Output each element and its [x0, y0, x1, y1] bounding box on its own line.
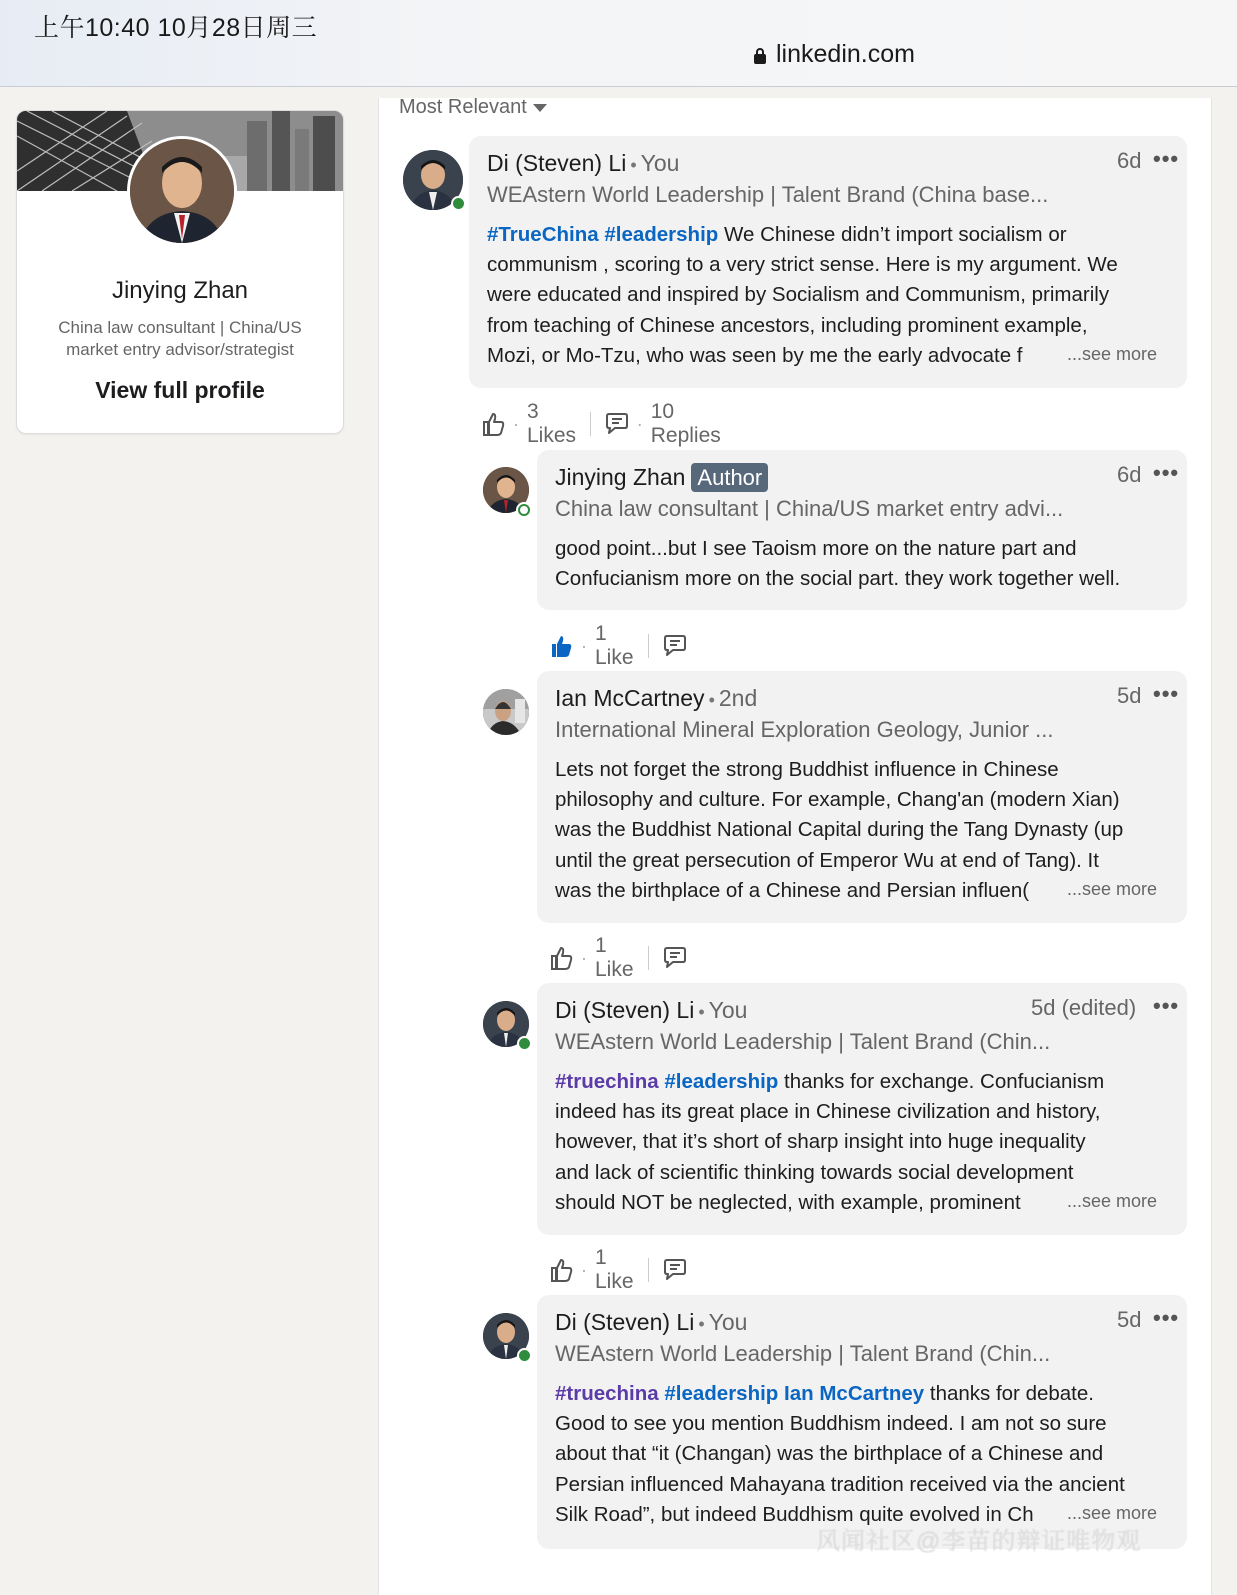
comment-time: 5d — [1117, 683, 1142, 708]
comment-text-line: Good to see you mention Buddhism indeed. I am not so sure — [555, 1412, 1107, 1436]
see-more-link[interactable]: ...see more — [1059, 1191, 1157, 1212]
comment-text-line: thanks for exchange. Confucianism — [778, 1070, 1105, 1093]
lock-icon — [754, 48, 766, 63]
comment-bubble — [537, 983, 1187, 1235]
profile-card — [16, 110, 344, 434]
url-text: linkedin.com — [776, 40, 915, 68]
like-icon[interactable] — [551, 946, 573, 970]
author-name[interactable]: Di (Steven) Li — [487, 150, 627, 176]
url-bar[interactable] — [754, 40, 915, 69]
comment-text-line: philosophy and culture. For example, Chang'an (modern Xian) — [555, 788, 1120, 812]
browser-top-bar — [0, 0, 1237, 87]
comment-text-line: and lack of scientific thinking towards social development — [555, 1160, 1074, 1184]
liked-icon[interactable] — [551, 634, 573, 658]
comment-bubble — [537, 671, 1187, 923]
sort-dropdown[interactable] — [399, 96, 547, 119]
likes-count[interactable]: 1 Like — [595, 622, 634, 669]
more-options-icon[interactable]: ••• — [1153, 460, 1180, 485]
hashtag-link[interactable]: #leadership — [664, 1382, 779, 1405]
status-time: 上午10:40 10月28日周三 — [34, 14, 318, 42]
comment-bubble — [469, 136, 1187, 388]
comment-actions: · 1 Like — [551, 1246, 687, 1294]
sort-label: Most Relevant — [399, 96, 527, 118]
comment-text-line: was the Buddhist National Capital during the Tang Dynasty (up — [555, 818, 1124, 842]
comment-text-line: about that “it (Changan) was the birthplace of a Chinese and — [555, 1442, 1104, 1466]
connection-degree: 2nd — [718, 685, 758, 711]
avatar[interactable] — [483, 689, 529, 735]
comment-bubble — [537, 450, 1187, 610]
reply-icon[interactable] — [605, 413, 629, 435]
comment-text-line: We Chinese didn’t import socialism or — [718, 223, 1067, 246]
comment-text-line: Mozi, or Mo-Tzu, who was seen by me the early advocate f — [487, 343, 1023, 367]
online-status-icon — [451, 196, 466, 211]
likes-count[interactable]: 1 Like — [595, 934, 634, 981]
comment-text-line: from teaching of Chinese ancestors, including prominent example, — [487, 313, 1088, 337]
see-more-link[interactable]: ...see more — [1059, 1503, 1157, 1524]
more-options-icon[interactable]: ••• — [1153, 681, 1180, 706]
comment-author[interactable]: Di (Steven) Li • You — [487, 150, 680, 176]
profile-name[interactable]: Jinying Zhan — [111, 277, 249, 304]
comment-text-line: until the great persecution of Emperor Wu at end of Tang). It — [555, 848, 1099, 872]
author-name[interactable]: Di (Steven) Li — [555, 997, 695, 1023]
author-badge: Author — [691, 463, 768, 492]
comment-text-line: good point...but I see Taoism more on the nature part and — [555, 537, 1077, 560]
reply-icon[interactable] — [663, 1259, 687, 1281]
comment-time: 6d — [1117, 148, 1142, 173]
comment-text-line: Persian influenced Mahayana tradition received via the ancient — [555, 1472, 1125, 1496]
online-status-icon — [518, 504, 530, 516]
more-options-icon[interactable]: ••• — [1153, 1305, 1180, 1330]
connection-degree: You — [708, 1309, 748, 1335]
online-status-icon — [517, 1348, 532, 1363]
comment-time: 5d — [1117, 1307, 1142, 1332]
comment-author[interactable]: Ian McCartney • 2nd — [555, 685, 758, 711]
comment-text-line: was the birthplace of a Chinese and Persian influen( — [555, 878, 1030, 902]
profile-headline: China law consultant | China/US market entry advisor/strategist — [58, 318, 302, 359]
comment-text-line: Silk Road”, but indeed Buddhism quite evolved in Ch — [555, 1502, 1034, 1526]
comment-text-line: were educated and inspired by Socialism and Communism, primarily — [487, 283, 1110, 307]
comment-time: 5d (edited) — [1031, 995, 1137, 1020]
author-name[interactable]: Ian McCartney — [555, 685, 705, 711]
comment-bubble — [537, 1295, 1187, 1549]
author-headline: WEAstern World Leadership | Talent Brand (Chin... — [555, 1341, 1051, 1366]
caret-down-icon — [533, 104, 547, 112]
hashtag-link[interactable]: #truechina — [555, 1382, 659, 1405]
likes-count[interactable]: 3 Likes — [527, 400, 577, 447]
watermark: 风闻社区@李苗的辩证唯物观 — [816, 1528, 1142, 1555]
comment-text-line: communism , scoring to a very strict sense. Here is my argument. We — [487, 253, 1118, 277]
connection-degree: You — [640, 150, 680, 176]
comment-time: 6d — [1117, 462, 1142, 487]
comment-author[interactable]: Di (Steven) Li • You — [555, 1309, 748, 1335]
comment-text-line: however, that it’s short of sharp insight into huge inequality — [555, 1130, 1086, 1154]
comment-actions: · 3 Likes · 10 Replies — [483, 400, 721, 448]
like-icon[interactable] — [551, 1258, 573, 1282]
hashtag-link[interactable]: #leadership — [664, 1070, 779, 1093]
comment-actions: · 1 Like — [551, 934, 687, 982]
see-more-link[interactable]: ...see more — [1059, 344, 1157, 365]
comment-text-line: Lets not forget the strong Buddhist influence in Chinese — [555, 758, 1059, 781]
comment-author[interactable]: Di (Steven) Li • You — [555, 997, 748, 1023]
comment-text-line: should NOT be neglected, with example, prominent — [555, 1190, 1021, 1214]
comment-text-line: Confucianism more on the social part. they work together well. — [555, 567, 1121, 591]
author-headline: WEAstern World Leadership | Talent Brand (China base... — [487, 182, 1049, 207]
comment-actions: · 1 Like — [551, 622, 687, 670]
replies-count[interactable]: 10 Replies — [650, 400, 721, 447]
comment-text — [555, 534, 1185, 594]
reply-icon[interactable] — [663, 947, 687, 969]
comment-text-line: thanks for debate. — [924, 1382, 1094, 1405]
profile-avatar[interactable] — [127, 136, 237, 246]
more-options-icon[interactable]: ••• — [1153, 146, 1180, 171]
author-headline: International Mineral Exploration Geology, Junior ... — [555, 717, 1054, 742]
like-icon[interactable] — [483, 412, 505, 436]
comment-text-line: indeed has its great place in Chinese civilization and history, — [555, 1100, 1101, 1124]
hashtag-link[interactable]: #truechina — [555, 1070, 659, 1093]
author-headline: China law consultant | China/US market entry advi... — [555, 496, 1064, 521]
hashtag-link[interactable]: #TrueChina — [487, 223, 599, 246]
reply-icon[interactable] — [663, 635, 687, 657]
mention-link[interactable]: Ian McCartney — [784, 1382, 925, 1405]
comment-author[interactable] — [555, 464, 768, 491]
more-options-icon[interactable]: ••• — [1153, 993, 1180, 1018]
see-more-link[interactable]: ...see more — [1059, 879, 1157, 900]
author-headline: WEAstern World Leadership | Talent Brand (Chin... — [555, 1029, 1051, 1054]
connection-degree: You — [708, 997, 748, 1023]
likes-count[interactable]: 1 Like — [595, 1246, 634, 1293]
view-full-profile-link[interactable]: View full profile — [95, 377, 265, 403]
author-name[interactable]: Jinying Zhan — [555, 464, 686, 490]
author-name[interactable]: Di (Steven) Li — [555, 1309, 695, 1335]
online-status-icon — [517, 1036, 532, 1051]
hashtag-link[interactable]: #leadership — [604, 223, 719, 246]
comments-column — [378, 98, 1212, 1595]
